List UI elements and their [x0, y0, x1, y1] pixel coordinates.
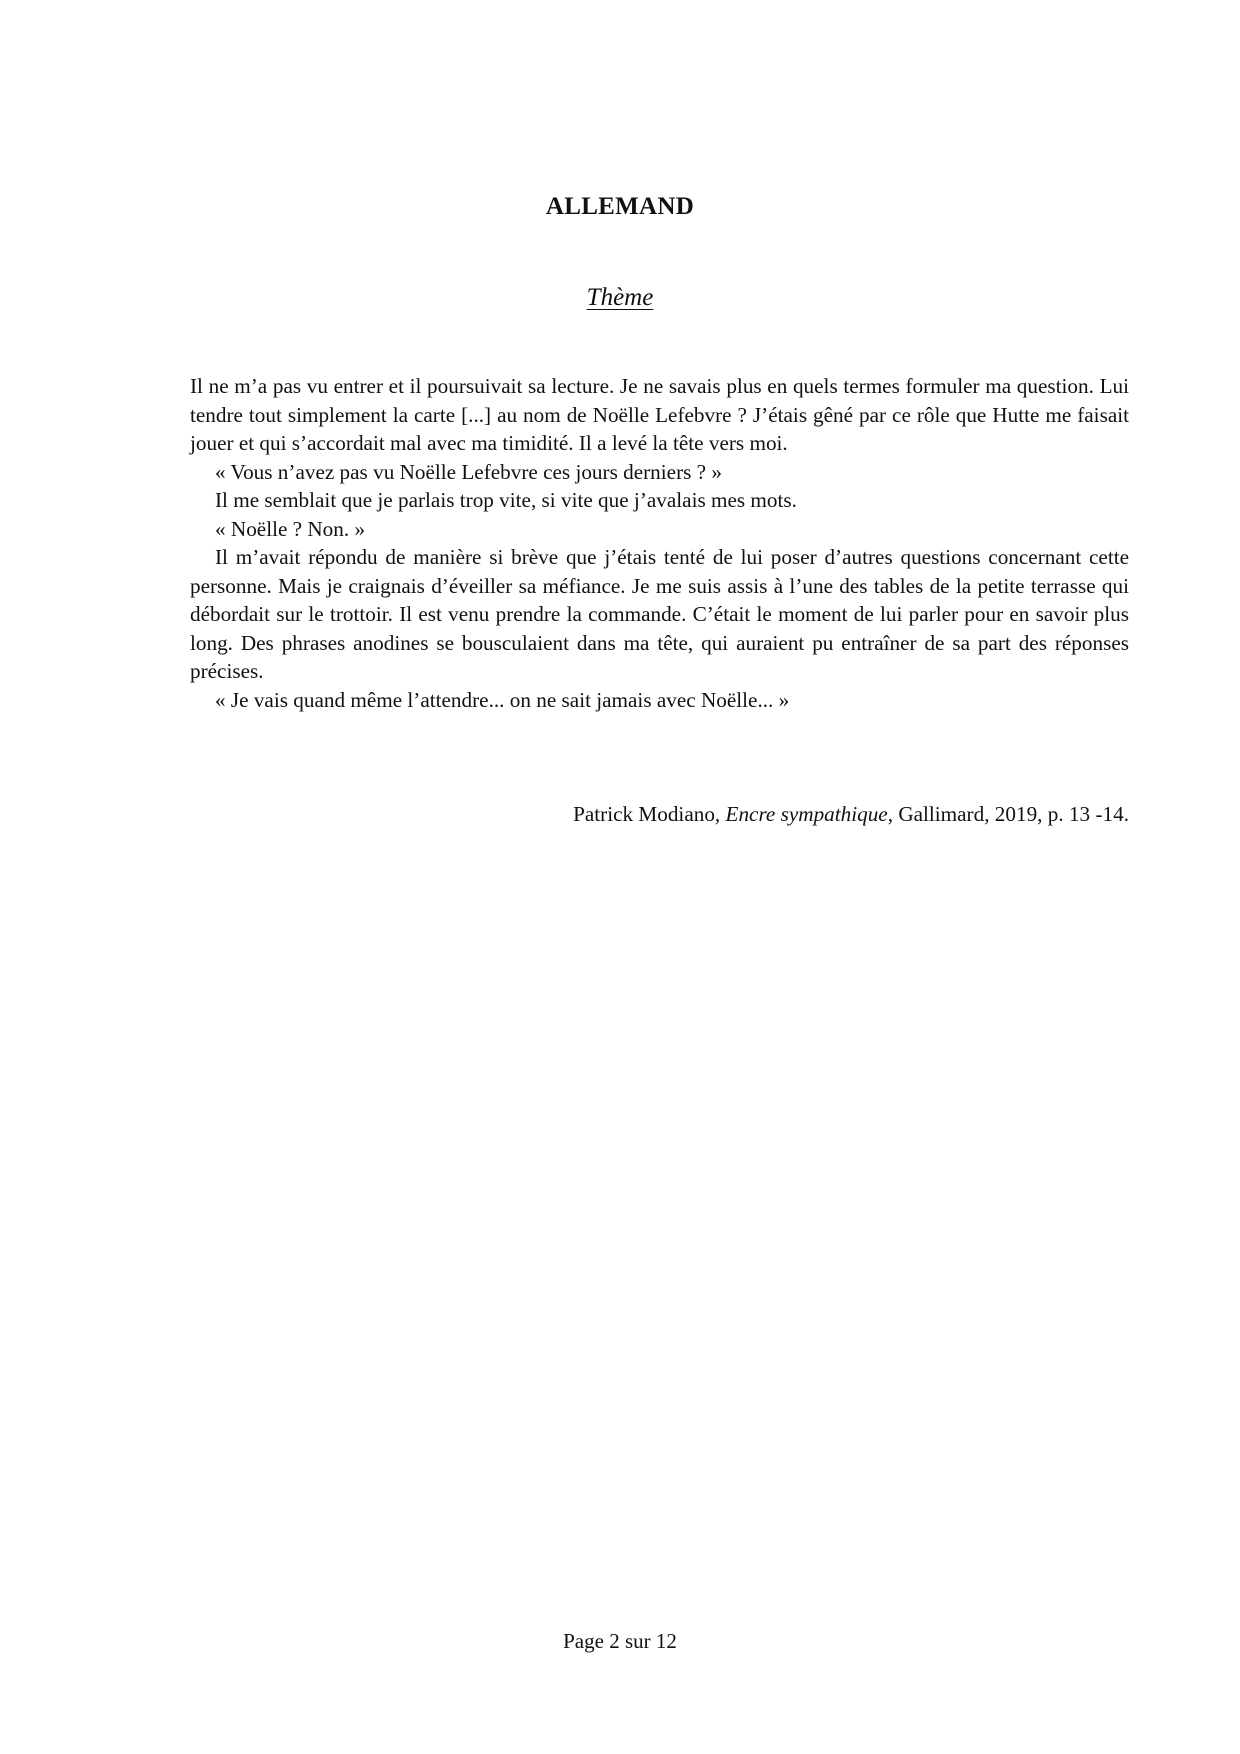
- page-title: ALLEMAND: [545, 193, 695, 220]
- paragraph: « Je vais quand même l’attendre... on ne sait jamais avec Noëlle... »: [215, 687, 790, 712]
- paragraph: Il me semblait que je parlais trop vite, si vite que j’avalais mes mots.: [215, 488, 797, 512]
- section-title-text: Thème: [586, 284, 654, 311]
- paragraph: Il m’avait répondu de manière si brève que j’étais tenté de lui poser d’autres questions concernant cette personne. Mais je craignais d’éveiller sa méfiance. Je me suis assis à l’une des tables de la petite terrasse qui débordait sur le trottoir. Il est venu prendre la commande. C’était le moment de lui parler pour en savoir plus long. Des phrases anodines se bousculaient dans ma tête, qui auraient pu entraîner de sa part des réponses précises.: [190, 545, 1129, 683]
- paragraph: Il ne m’a pas vu entrer et il poursuivait sa lecture. Je ne savais plus en quels termes formuler ma question. Lui tendre tout simplement la carte [...] au nom de Noëlle Lefebvre ? J’étais gêné par ce rôle que Hutte me faisait jouer et qui s’accordait mal avec ma timidité. Il a levé la tête vers moi.: [190, 374, 1129, 455]
- section-title: [0, 283, 1240, 313]
- citation-author: Patrick Modiano,: [573, 802, 726, 826]
- source-citation: [573, 800, 1129, 828]
- paragraph: « Vous n’avez pas vu Noëlle Lefebvre ces jours derniers ? »: [215, 459, 722, 484]
- citation-work-title: Encre sympathique: [725, 802, 888, 826]
- page-number: Page 2 sur 12: [563, 1629, 677, 1653]
- paragraph: « Noëlle ? Non. »: [215, 516, 366, 541]
- text-passage: [190, 372, 1129, 714]
- citation-details: , Gallimard, 2019, p. 13 -14.: [887, 802, 1129, 826]
